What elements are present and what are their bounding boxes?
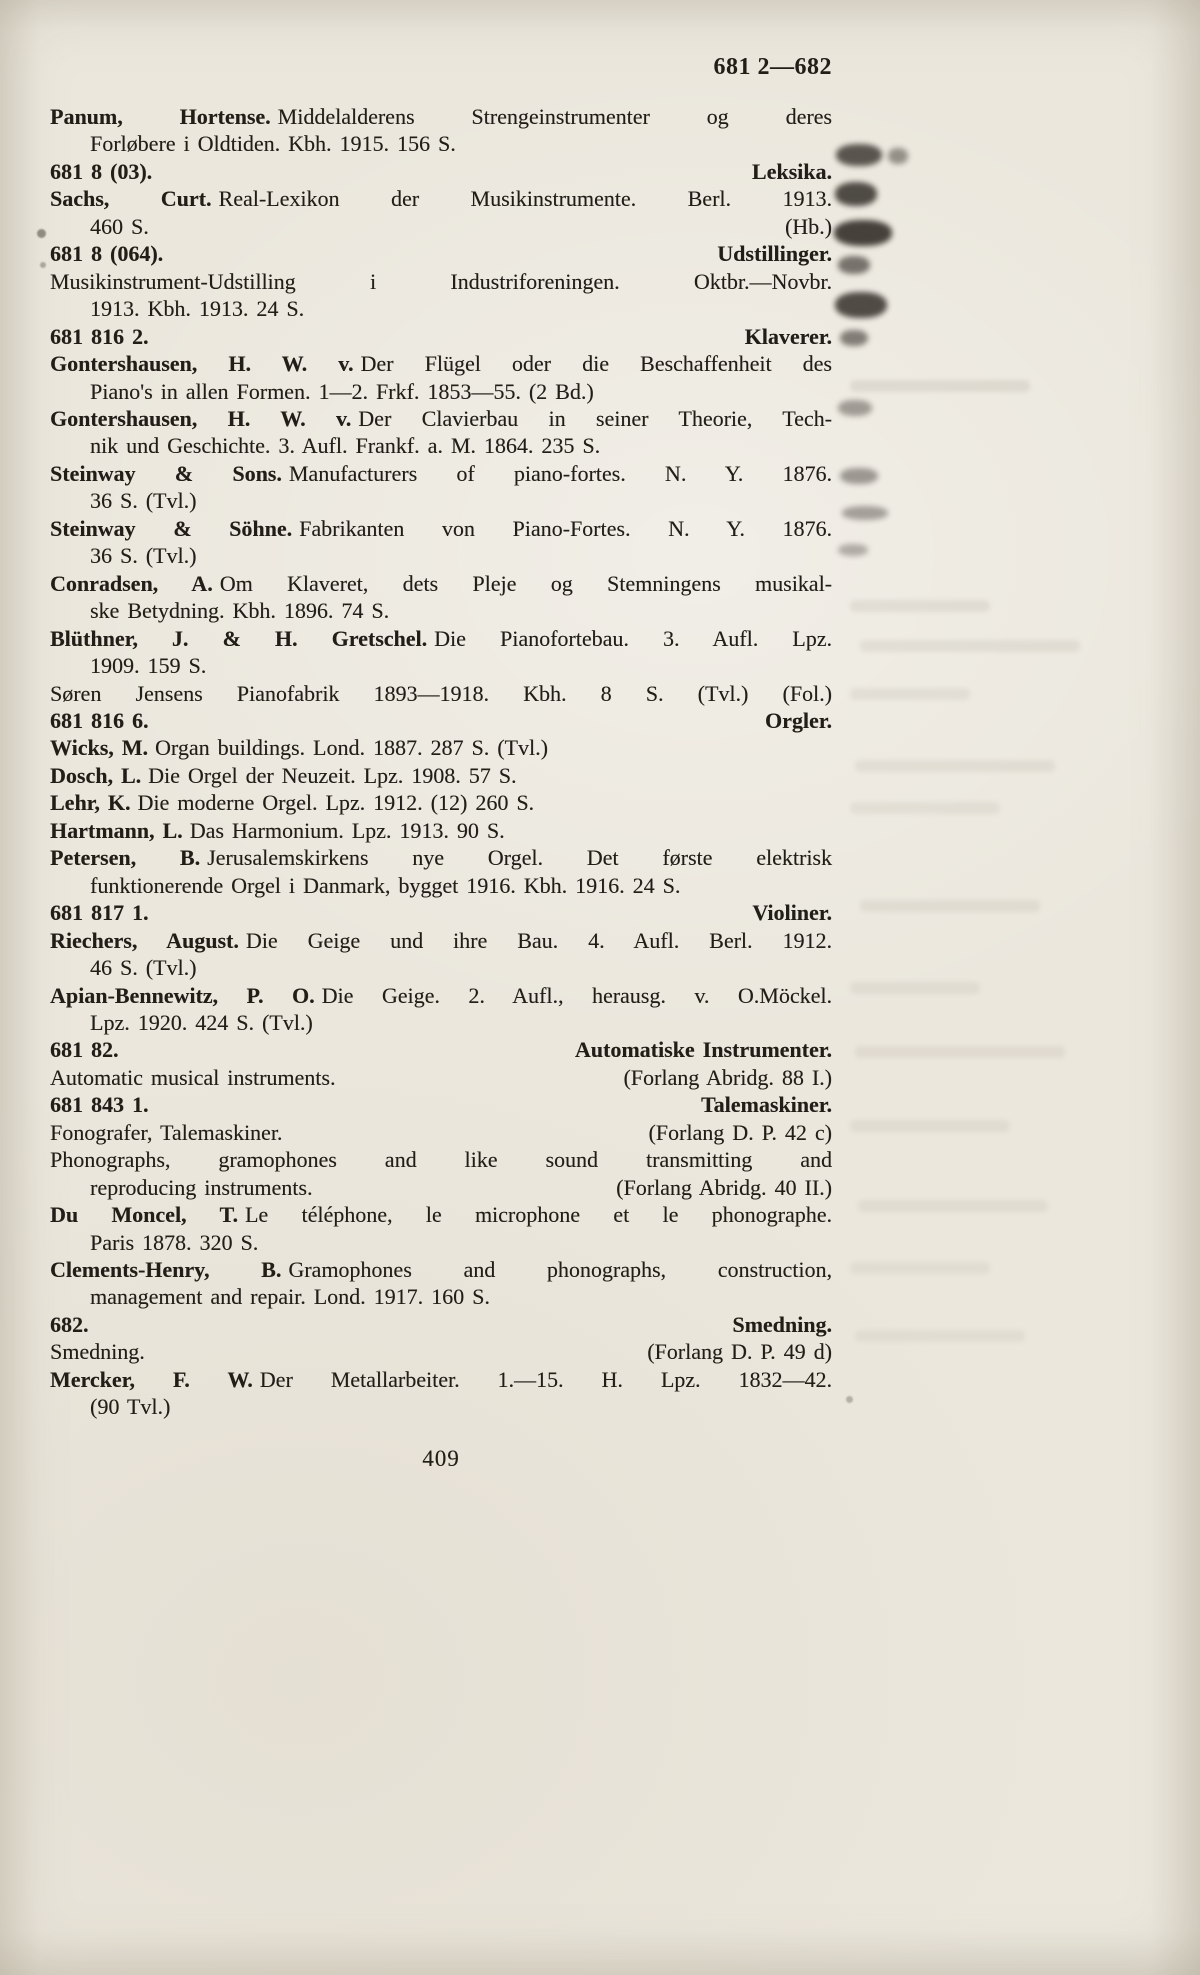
- entry-line-split: [50, 213, 832, 240]
- classification-number: 681 8 (064).: [50, 241, 164, 267]
- entry-text: reproducing instruments.: [90, 1174, 313, 1200]
- scan-smudge: [840, 330, 868, 346]
- entry-author: Conradsen, A.: [50, 570, 213, 596]
- page-number: 409: [422, 1446, 460, 1471]
- classification-heading: [50, 240, 832, 267]
- scan-smudge: [835, 292, 887, 318]
- classification-label: Talemaskiner.: [700, 1092, 832, 1118]
- classification-heading: [50, 1091, 832, 1118]
- entry-continuation-line: Piano's in allen Formen. 1—2. Frkf. 1853—55. (2 Bd.): [90, 378, 594, 404]
- classification-label: Smedning.: [732, 1311, 832, 1337]
- scan-smudge: [842, 506, 888, 520]
- entry-line: Phonographs, gramophones and like sound transmitting and: [50, 1147, 832, 1173]
- scan-smudge: [838, 256, 870, 274]
- scan-smudge: [840, 468, 878, 484]
- classification-number: 681 843 1.: [50, 1092, 149, 1118]
- entry-line: Clements-Henry, B. Gramophones and phonographs, construction,: [50, 1257, 832, 1283]
- classification-label: Udstillinger.: [717, 241, 832, 267]
- scan-ghost: [860, 640, 1080, 652]
- entry-line: Gontershausen, H. W. v. Der Clavierbau in seiner Theorie, Tech-: [50, 405, 832, 431]
- entry-text: Automatic musical instruments.: [50, 1064, 336, 1090]
- scan-speck: [846, 1396, 853, 1403]
- entry-line: Petersen, B. Jerusalemskirkens nye Orgel. Det første elektrisk: [50, 845, 832, 871]
- scan-speck: [40, 262, 46, 268]
- scan-ghost: [855, 1330, 1025, 1342]
- entry-author: Wicks, M.: [50, 735, 149, 761]
- entry-continuation-line: 46 S. (Tvl.): [90, 955, 197, 981]
- entry-author: Clements-Henry, B.: [50, 1257, 282, 1283]
- catalog-entries: [50, 103, 832, 1421]
- entry-line: Steinway & Sons. Manufacturers of piano-fortes. N. Y. 1876.: [50, 460, 833, 486]
- entry-line: Søren Jensens Pianofabrik 1893—1918. Kbh. 8 S. (Tvl.) (Fol.): [50, 680, 832, 706]
- page-header-classification-range: 681 2—682: [713, 54, 832, 80]
- entry-line-split: [50, 1338, 832, 1365]
- classification-number: 681 817 1.: [50, 900, 149, 926]
- entry-line: Sachs, Curt. Real-Lexikon der Musikinstrumente. Berl. 1913.: [50, 186, 833, 212]
- scan-ghost: [858, 1200, 1048, 1212]
- scan-smudge: [834, 220, 892, 246]
- classification-label: Leksika.: [751, 158, 832, 184]
- scan-smudge: [835, 182, 877, 206]
- scan-ghost: [850, 1120, 1010, 1132]
- classification-heading: [50, 158, 832, 185]
- entry-author: Dosch, L.: [50, 762, 142, 788]
- entry-continuation-line: Paris 1878. 320 S.: [90, 1229, 259, 1255]
- classification-label: Orgler.: [765, 707, 832, 733]
- entry-continuation-line: Forløbere i Oldtiden. Kbh. 1915. 156 S.: [90, 131, 456, 157]
- scan-ghost: [850, 982, 980, 994]
- classification-label: Violiner.: [752, 900, 832, 926]
- entry-reference: (Forlang D. P. 42 c): [648, 1119, 832, 1145]
- entry-author: Lehr, K.: [50, 790, 131, 816]
- entry-line: Blüthner, J. & H. Gretschel. Die Pianofortebau. 3. Aufl. Lpz.: [50, 625, 832, 651]
- entry-continuation-line: 1909. 159 S.: [90, 653, 207, 679]
- entry-line: Mercker, F. W. Der Metallarbeiter. 1.—15. H. Lpz. 1832—42.: [50, 1366, 832, 1392]
- entry-author: Petersen, B.: [50, 845, 201, 871]
- classification-heading: [50, 1311, 832, 1338]
- scan-ghost: [850, 1262, 990, 1274]
- entry-author: Blüthner, J. & H. Gretschel.: [50, 625, 428, 651]
- classification-heading: [50, 707, 832, 734]
- scan-smudge: [836, 144, 882, 166]
- entry-continuation-line: 36 S. (Tvl.): [90, 543, 197, 569]
- classification-label: Automatiske Instrumenter.: [574, 1037, 832, 1063]
- entry-line: Panum, Hortense. Middelalderens Strengeinstrumenter og deres: [50, 104, 832, 129]
- entry-author: Riechers, August.: [50, 927, 239, 953]
- classification-heading: [50, 1036, 832, 1063]
- entry-continuation-line: 36 S. (Tvl.): [90, 488, 197, 514]
- classification-number: 682.: [50, 1311, 89, 1337]
- entry-reference: (Hb.): [784, 213, 832, 239]
- entry-reference: (Forlang D. P. 49 d): [647, 1339, 832, 1365]
- entry-continuation-line: funktionerende Orgel i Danmark, bygget 1916. Kbh. 1916. 24 S.: [90, 872, 681, 898]
- entry-author: Panum, Hortense.: [50, 104, 271, 129]
- entry-line: Lehr, K. Die moderne Orgel. Lpz. 1912. (12) 260 S.: [50, 790, 535, 816]
- classification-number: 681 82.: [50, 1037, 119, 1063]
- scan-ghost: [850, 688, 970, 700]
- entry-continuation-line: nik und Geschichte. 3. Aufl. Frankf. a. M. 1864. 235 S.: [90, 433, 601, 459]
- scan-ghost: [855, 760, 1055, 772]
- entry-author: Sachs, Curt.: [50, 186, 212, 212]
- entry-author: Steinway & Söhne.: [50, 515, 293, 541]
- entry-text: Smedning.: [50, 1339, 145, 1365]
- entry-reference: (Forlang Abridg. 88 I.): [623, 1064, 832, 1090]
- entry-line: Conradsen, A. Om Klaveret, dets Pleje og Stemningens musikal-: [50, 570, 833, 596]
- entry-line: Riechers, August. Die Geige und ihre Bau. 4. Aufl. Berl. 1912.: [50, 927, 832, 953]
- entry-author: Gontershausen, H. W. v.: [50, 405, 352, 431]
- entry-line-split: [50, 1174, 832, 1201]
- entry-line: Apian-Bennewitz, P. O. Die Geige. 2. Aufl., herausg. v. O.Möckel.: [50, 982, 832, 1008]
- entry-author: Hartmann, L.: [50, 817, 183, 843]
- entry-continuation-line: Lpz. 1920. 424 S. (Tvl.): [90, 1009, 313, 1035]
- scan-ghost: [855, 1046, 1065, 1058]
- scan-ghost: [860, 900, 1040, 912]
- scan-speck: [37, 229, 46, 238]
- scan-smudge: [888, 148, 908, 164]
- classification-number: 681 816 6.: [50, 707, 149, 733]
- entry-continuation-line: 1913. Kbh. 1913. 24 S.: [90, 296, 305, 322]
- scan-ghost: [850, 600, 990, 612]
- entry-line-split: [50, 1119, 832, 1146]
- entry-line: Musikinstrument-Udstilling i Industriforeningen. Oktbr.—Novbr.: [50, 268, 832, 294]
- entry-line: Hartmann, L. Das Harmonium. Lpz. 1913. 90 S.: [50, 817, 505, 843]
- entry-author: Apian-Bennewitz, P. O.: [50, 982, 315, 1008]
- entry-text: 460 S.: [90, 213, 149, 239]
- entry-text: Fonografer, Talemaskiner.: [50, 1119, 283, 1145]
- entry-author: Mercker, F. W.: [50, 1366, 253, 1392]
- scan-ghost: [850, 380, 1030, 392]
- entry-continuation-line: management and repair. Lond. 1917. 160 S.: [90, 1284, 490, 1310]
- entry-author: Gontershausen, H. W. v.: [50, 351, 354, 377]
- entry-author: Du Moncel, T.: [50, 1202, 238, 1228]
- classification-heading: [50, 323, 832, 350]
- entry-line: Steinway & Söhne. Fabrikanten von Piano-Fortes. N. Y. 1876.: [50, 515, 832, 541]
- entry-line-split: [50, 1064, 832, 1091]
- entry-continuation-line: (90 Tvl.): [90, 1394, 171, 1420]
- classification-number: 681 816 2.: [50, 323, 149, 349]
- entry-continuation-line: ske Betydning. Kbh. 1896. 74 S.: [90, 598, 390, 624]
- entry-line: Gontershausen, H. W. v. Der Flügel oder die Beschaffenheit des: [50, 351, 832, 377]
- entry-line: Wicks, M. Organ buildings. Lond. 1887. 287 S. (Tvl.): [50, 735, 548, 761]
- scan-ghost: [850, 802, 1000, 814]
- classification-label: Klaverer.: [744, 323, 832, 349]
- classification-number: 681 8 (03).: [50, 158, 153, 184]
- classification-heading: [50, 899, 832, 926]
- scan-smudge: [838, 544, 868, 556]
- entry-line: Du Moncel, T. Le téléphone, le microphone et le phonographe.: [50, 1202, 832, 1228]
- entry-line: Dosch, L. Die Orgel der Neuzeit. Lpz. 1908. 57 S.: [50, 762, 517, 788]
- scan-smudge: [838, 400, 872, 416]
- entry-reference: (Forlang Abridg. 40 II.): [616, 1174, 832, 1200]
- entry-author: Steinway & Sons.: [50, 460, 282, 486]
